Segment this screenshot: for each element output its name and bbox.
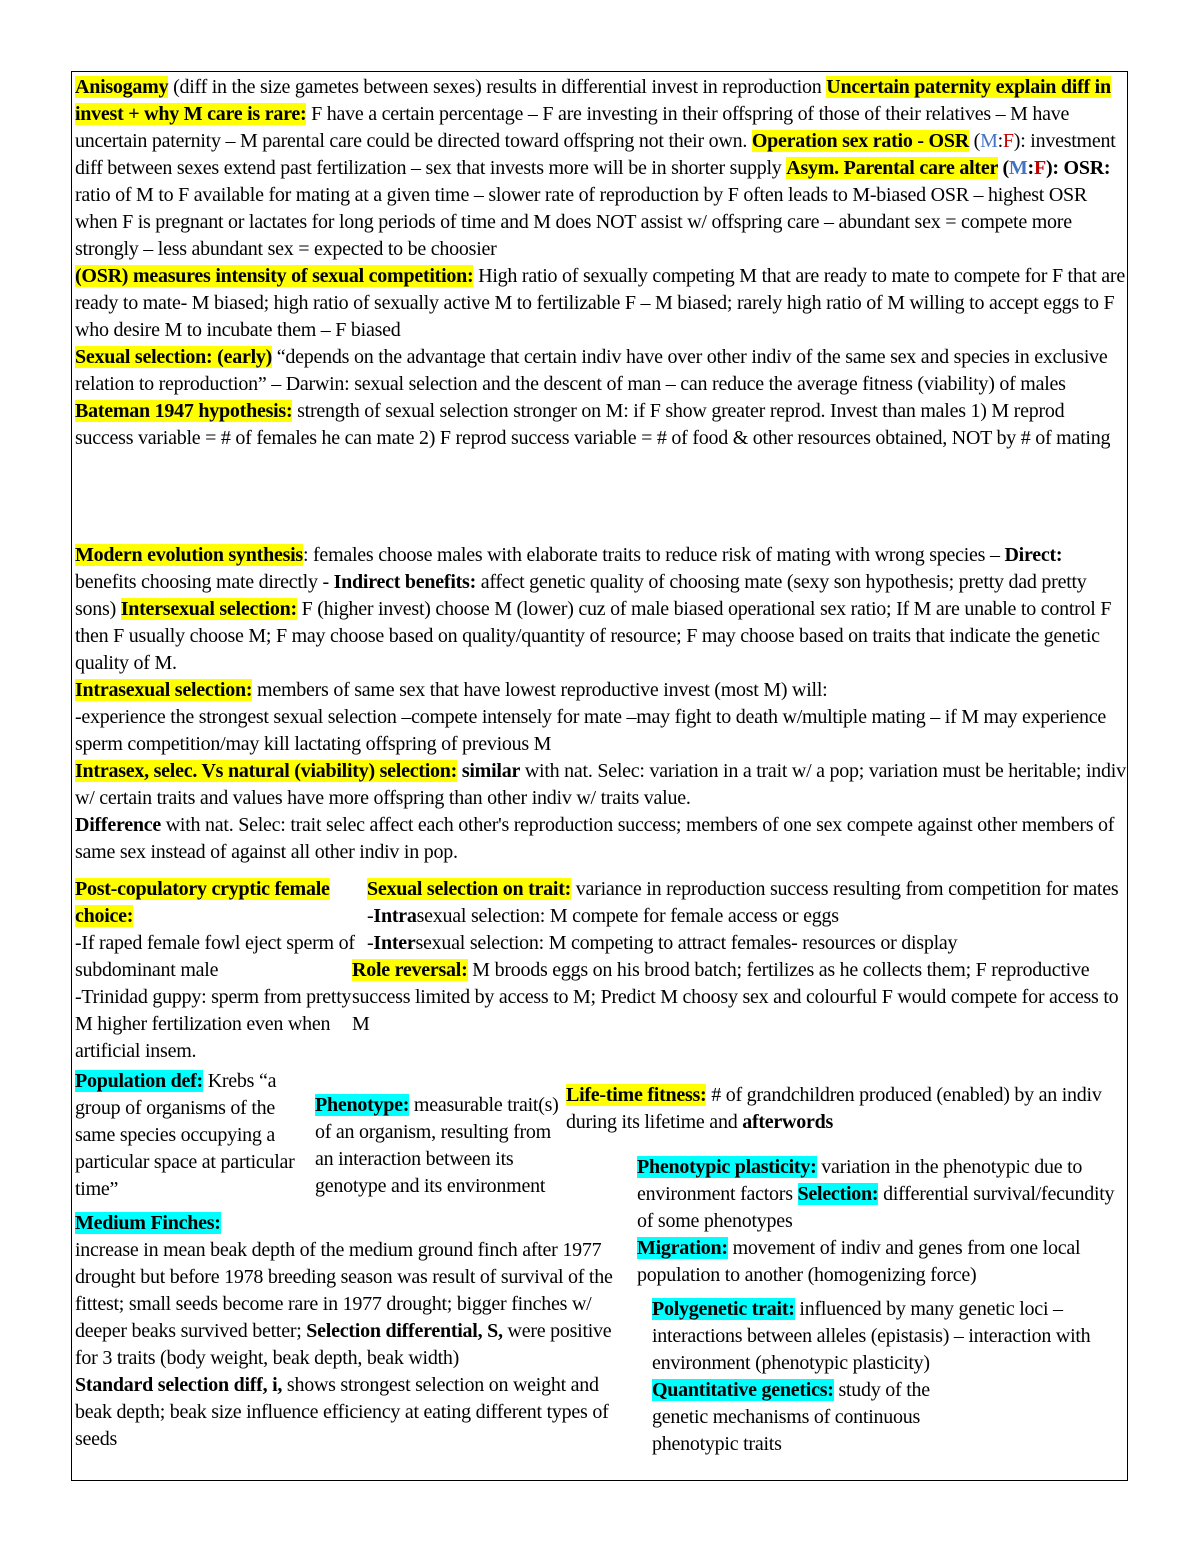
population-text: Krebs “a group of organisms of the same species occupying a particular space at particular time” xyxy=(75,1070,295,1200)
polygenetic-paragraph xyxy=(652,1296,1092,1377)
trait-intra-prefix: - xyxy=(367,905,374,927)
osr-open: ( xyxy=(968,130,981,152)
phenotype-term: Phenotype: xyxy=(315,1094,410,1116)
population-term: Population def: xyxy=(75,1070,203,1092)
asym-m: M xyxy=(1008,157,1028,179)
phenotype-text: measurable trait(s) of an organism, resulting from an interaction between its genotype and its environment xyxy=(315,1094,559,1197)
versus-paragraph xyxy=(75,758,1127,812)
plasticity-text: variation in the phenotypic due to environment factors xyxy=(637,1156,1083,1205)
bateman-term: Bateman 1947 hypothesis: xyxy=(75,400,293,422)
intrasexual-paragraph xyxy=(75,677,1127,704)
anisogamy-term: Anisogamy xyxy=(75,76,169,98)
phenotype-block xyxy=(315,1092,565,1200)
plasticity-paragraph xyxy=(637,1154,1127,1235)
modern-paragraph xyxy=(75,542,1127,677)
intrasexual-list: -experience the strongest sexual selection –compete intensely for mate –may fight to death w/multiple mating – if M may experience sperm competition/may kill lactating offspring of previous M xyxy=(75,706,1107,755)
polygenetic-term: Polygenetic trait: xyxy=(652,1298,795,1320)
anisogamy-text: (diff in the size gametes between sexes) results in differential invest in reproduction xyxy=(168,76,822,98)
trait-inter-text: sexual selection: M competing to attract females- resources or display xyxy=(415,932,958,954)
standard-selection-term: Standard selection diff, i, xyxy=(75,1374,283,1396)
polygenetic-text: influenced by many genetic loci – interactions between alleles (epistasis) – interaction with environment (phenotypic plasticity) xyxy=(652,1298,1091,1374)
sexual-selection-term: Sexual selection: (early) xyxy=(75,346,273,368)
quantitative-paragraph xyxy=(652,1377,1092,1458)
sexual-selection-text: “depends on the advantage that certain indiv have over other indiv of the same sex and species in exclusive relation to reproduction” – Darwin: sexual selection and the descent of man – can reduce the average fitness (viability) of males xyxy=(75,346,1108,395)
migration-term: Migration: xyxy=(637,1237,728,1259)
modern-term: Modern evolution synthesis xyxy=(75,544,303,566)
asym-term: Asym. Parental care alter xyxy=(786,157,998,179)
finches-block xyxy=(75,1210,635,1453)
trait-inter-line xyxy=(352,930,1127,957)
lifetime-bold-end: afterwords xyxy=(742,1111,833,1133)
modern-block xyxy=(75,542,1127,866)
trait-inter-bold: Inter xyxy=(373,932,416,954)
lifetime-term: Life-time fitness: xyxy=(566,1084,707,1106)
indirect-text: affect genetic quality of choosing mate (sexy son hypothesis; pretty dad pretty sons) xyxy=(75,571,1087,620)
trait-inter-prefix: - xyxy=(367,932,374,954)
difference-paragraph xyxy=(75,812,1127,866)
osr-def-term: OSR: xyxy=(1063,157,1111,179)
finches-text: increase in mean beak depth of the medium ground finch after 1977 drought but before 1978 breeding season was result of survival of the fittest; small seeds become rare in 1977 drought; bigger finches w/ deeper beaks survived better; xyxy=(75,1239,613,1342)
modern-text: : females choose males with elaborate traits to reduce risk of mating with wrong species – xyxy=(302,544,1005,566)
bateman-paragraph xyxy=(75,398,1125,452)
direct-text: benefits choosing mate directly - xyxy=(75,571,334,593)
lifetime-paragraph xyxy=(566,1082,1126,1136)
role-reversal-term: Role reversal: xyxy=(352,959,468,981)
osr-colon: : xyxy=(997,130,1003,152)
intensity-text: High ratio of sexually competing M that are ready to mate to compete for F that are ready to mate- M biased; high ratio of sexually active M to fertilizable F – M biased; rarely high ratio of M willing to accept eggs to F who desire M to incubate them – F biased xyxy=(75,265,1125,341)
uncertain-paternity-term: Uncertain paternity explain diff in invest + why M care is rare: xyxy=(75,76,1111,125)
trait-intra-text: sexual selection: M compete for female access or eggs xyxy=(416,905,839,927)
quantitative-term: Quantitative genetics: xyxy=(652,1379,834,1401)
trait-intra-line xyxy=(352,903,1127,930)
intensity-paragraph xyxy=(75,263,1125,344)
lifetime-block xyxy=(566,1082,1126,1136)
cryptic-line-2: -Trinidad guppy: sperm from pretty M higher fertilization even when artificial insem. xyxy=(75,986,352,1062)
polygenetic-block xyxy=(652,1296,1092,1458)
difference-text: with nat. Selec: trait selec affect each other's reproduction success; members of one sex compete against other members of same sex instead of against all other indiv in pop. xyxy=(75,814,1115,863)
asym-close: ): xyxy=(1045,157,1059,179)
direct-term: Direct: xyxy=(1004,544,1063,566)
osr-m: M xyxy=(980,130,998,152)
standard-selection-text: shows strongest selection on weight and beak depth; beak size influence efficiency at eating different types of seeds xyxy=(75,1374,609,1450)
population-paragraph xyxy=(75,1068,300,1203)
intro-paragraph xyxy=(75,74,1125,263)
plasticity-block xyxy=(637,1154,1127,1289)
role-reversal-paragraph xyxy=(352,957,1127,1038)
quantitative-text: study of the genetic mechanisms of continuous phenotypic traits xyxy=(652,1379,930,1455)
sexual-selection-paragraph xyxy=(75,344,1125,398)
versus-term: Intrasex, selec. Vs natural (viability) selection: xyxy=(75,760,458,782)
lifetime-text: # of grandchildren produced (enabled) by an indiv during its lifetime and xyxy=(566,1084,1102,1133)
osr-text: ): investment diff between sexes extend past fertilization – sex that invests more will be in shorter supply xyxy=(75,130,1116,179)
trait-paragraph xyxy=(352,876,1127,903)
finches-term: Medium Finches: xyxy=(75,1212,221,1234)
cryptic-choice-block xyxy=(75,876,355,1065)
cryptic-line-1: -If raped female fowl eject sperm of subdominant male xyxy=(75,932,355,981)
standard-selection-paragraph xyxy=(75,1372,635,1453)
selection-term: Selection: xyxy=(797,1183,879,1205)
finches-term-line xyxy=(75,1210,635,1237)
intrasexual-term: Intrasexual selection: xyxy=(75,679,253,701)
trait-block xyxy=(352,876,1127,1038)
trait-text: variance in reproduction success resulting from competition for mates xyxy=(571,878,1119,900)
osr-term: Operation sex ratio - OSR xyxy=(751,130,969,152)
asym-colon: : xyxy=(1027,157,1034,179)
intrasexual-text: members of same sex that have lowest reproductive invest (most M) will: xyxy=(252,679,828,701)
intro-block xyxy=(75,74,1125,452)
uncertain-paternity-text: F have a certain percentage – F are investing in their offspring of those of their relatives – M have uncertain paternity – M parental care could be directed toward offspring not their own. xyxy=(75,103,1070,152)
finches-paragraph xyxy=(75,1237,635,1372)
indirect-term: Indirect benefits: xyxy=(333,571,476,593)
role-reversal-text: M broods eggs on his brood batch; fertilizes as he collects them; F reproductive success limited by access to M; Predict M choosy sex and colourful F would compete for access to M xyxy=(352,959,1119,1035)
migration-paragraph xyxy=(637,1235,1127,1289)
osr-f: F xyxy=(1002,130,1014,152)
trait-term: Sexual selection on trait: xyxy=(367,878,572,900)
difference-term: Difference xyxy=(75,814,161,836)
versus-similar: similar xyxy=(457,760,521,782)
plasticity-term: Phenotypic plasticity: xyxy=(637,1156,817,1178)
selection-differential-term: Selection differential, S, xyxy=(306,1320,503,1342)
trait-intra-bold: Intra xyxy=(373,905,417,927)
bateman-text: strength of sexual selection stronger on M: if F show greater reprod. Invest than males 1) M reprod success variable = # of females he can mate 2) F reprod success variable = # of food & other resources obtained, NOT by # of mating xyxy=(75,400,1111,449)
cryptic-term-line xyxy=(75,876,355,930)
migration-text: movement of indiv and genes from one local population to another (homogenizing force) xyxy=(637,1237,1081,1286)
osr-def-text: ratio of M to F available for mating at a given time – slower rate of reproduction by F often leads to M-biased OSR – highest OSR when F is pregnant or lactates for long periods of time and M does NOT assist w/ offspring care – abundant sex = compete more strongly – less abundant sex = expected to be choosier xyxy=(75,184,1087,260)
intersexual-text: F (higher invest) choose M (lower) cuz of male biased operational sex ratio; If M are unable to control F then F usually choose M; F may choose based on quality/quantity of resource; F may choose based on traits that indicate the genetic quality of M. xyxy=(75,598,1112,674)
intersexual-term: Intersexual selection: xyxy=(120,598,297,620)
population-block xyxy=(75,1068,300,1203)
versus-text: with nat. Selec: variation in a trait w/ a pop; variation must be heritable; indiv w/ certain traits and values have more offspring than other indiv w/ traits value. xyxy=(75,760,1126,809)
phenotype-paragraph xyxy=(315,1092,565,1200)
selection-text: differential survival/fecundity of some phenotypes xyxy=(637,1183,1115,1232)
asym-f: F xyxy=(1033,157,1046,179)
cryptic-term: Post-copulatory cryptic female choice: xyxy=(75,878,330,927)
intensity-term: (OSR) measures intensity of sexual competition: xyxy=(75,265,474,287)
asym-open: ( xyxy=(997,157,1009,179)
selection-differential-text: were positive for 3 traits (body weight, beak depth, beak width) xyxy=(75,1320,612,1369)
